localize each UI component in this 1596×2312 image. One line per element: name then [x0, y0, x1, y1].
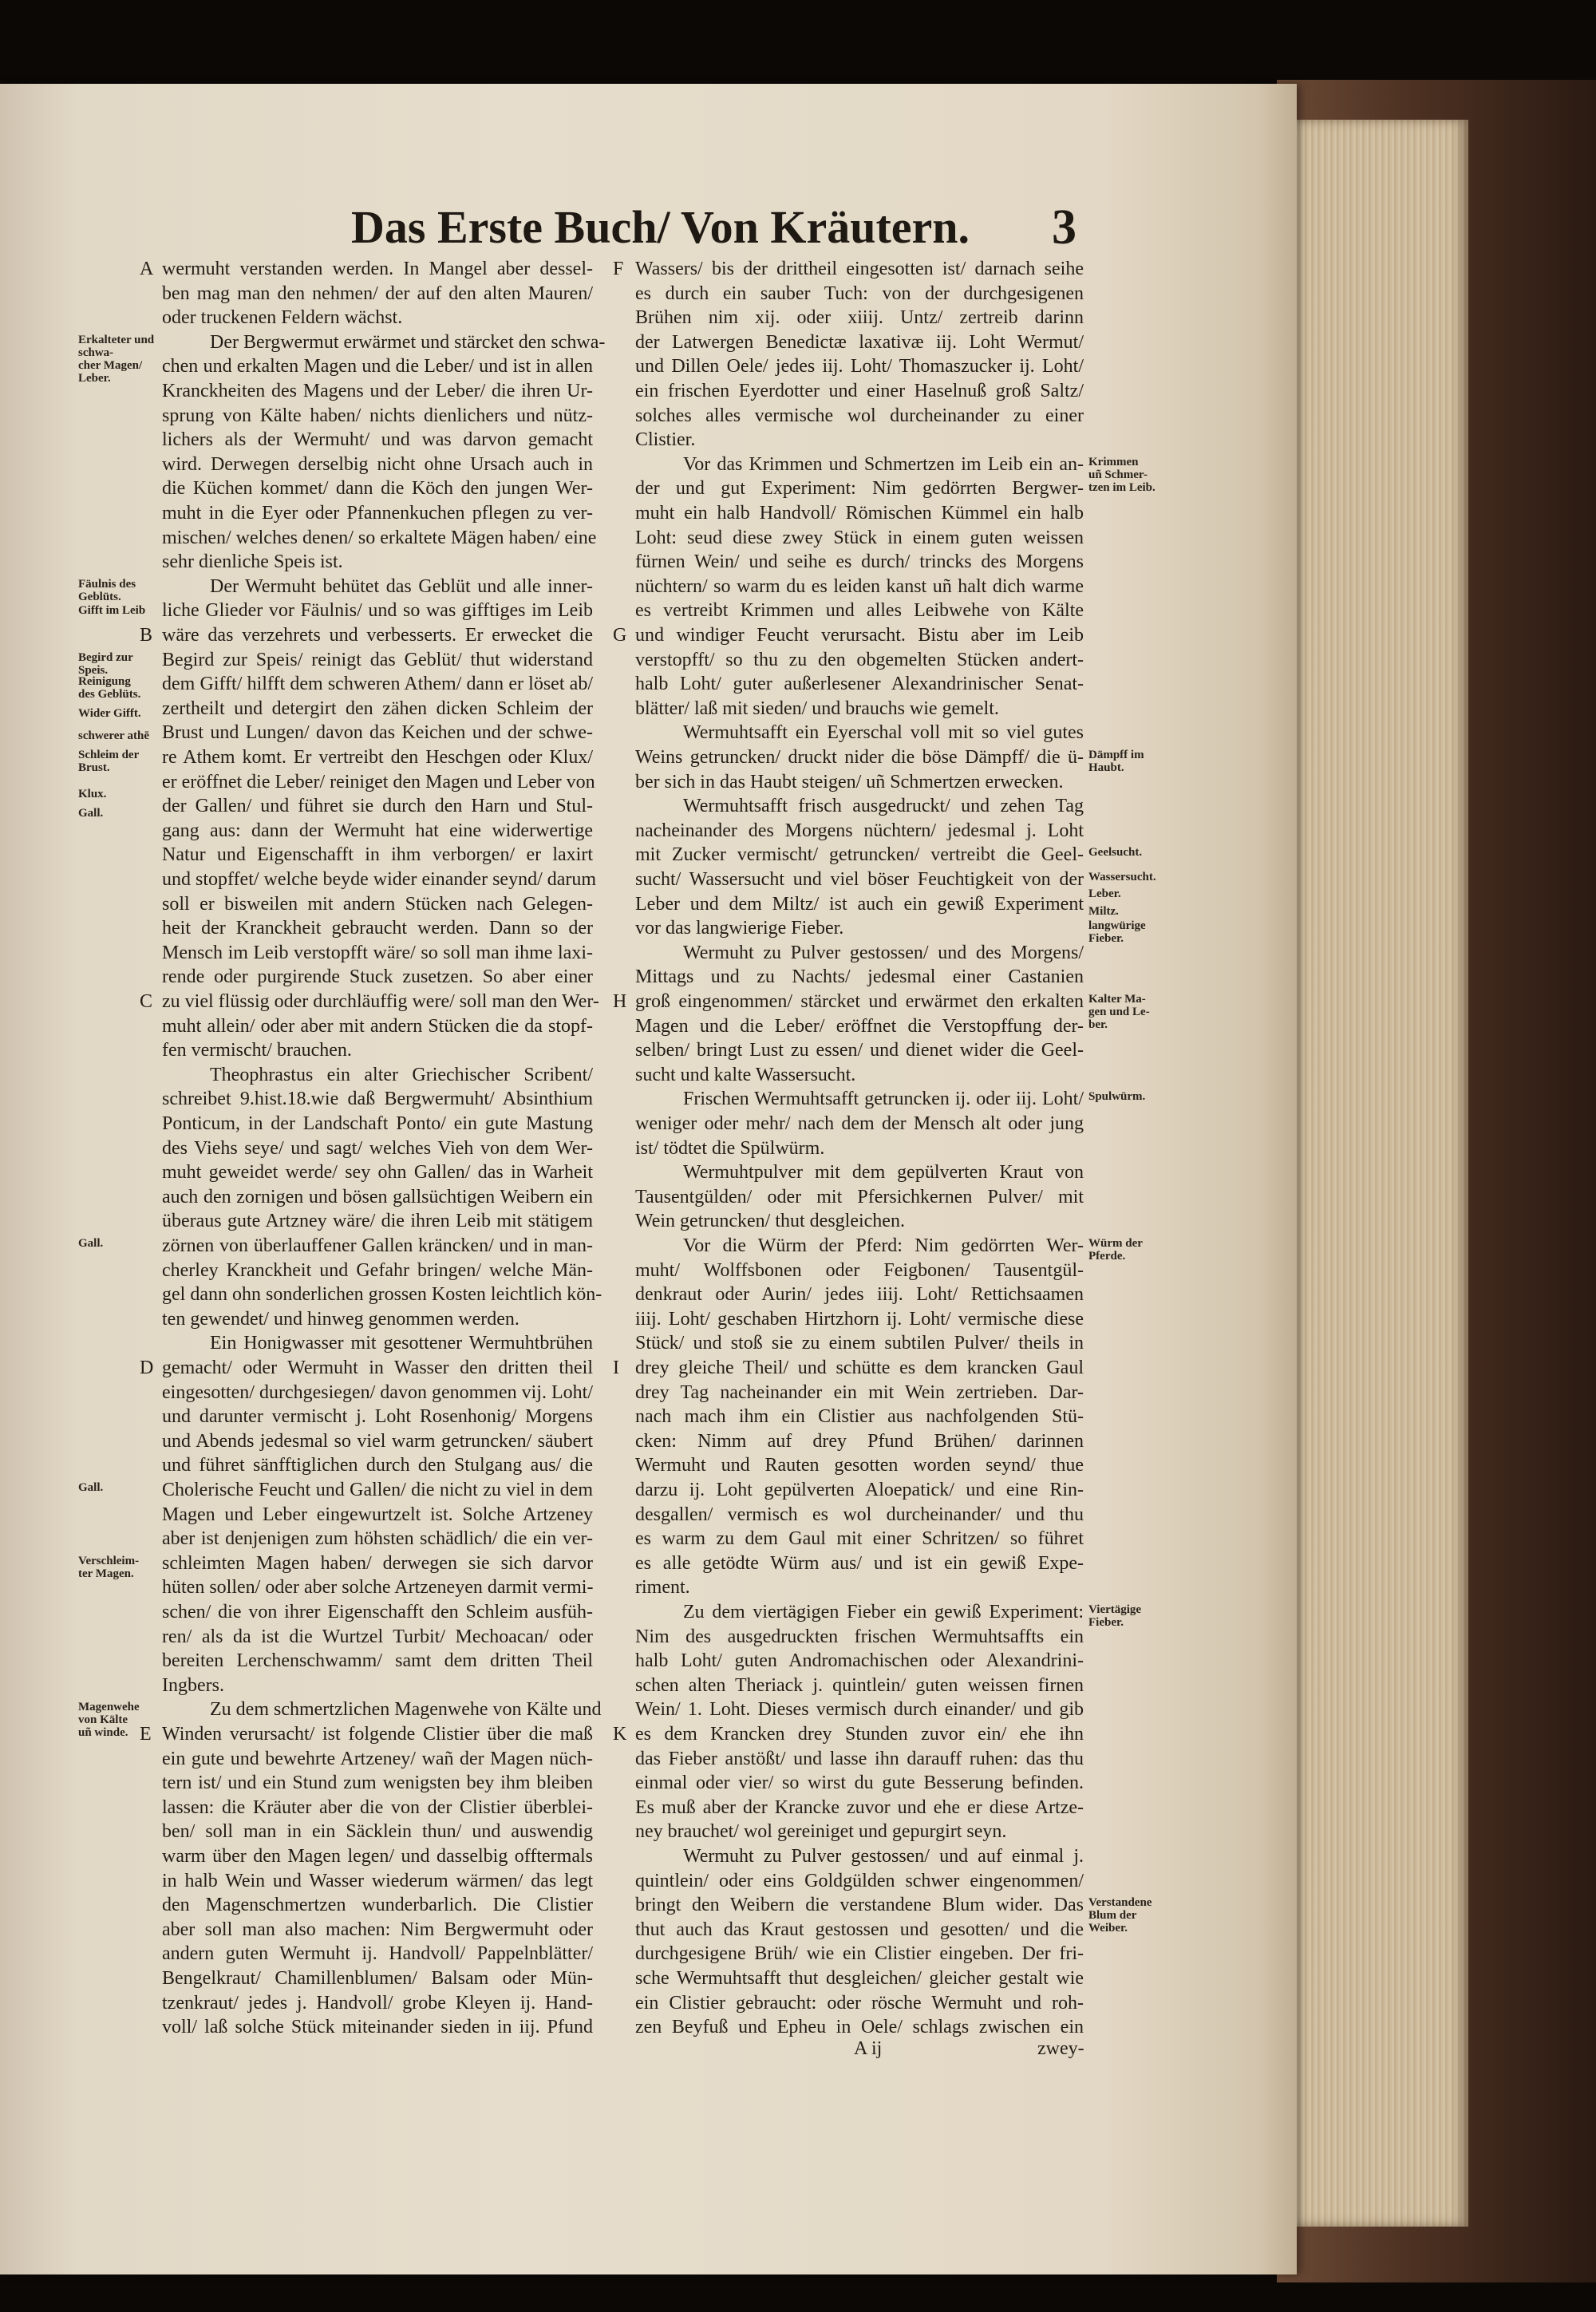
text-line: lassen: die Kräuter aber die von der Clistier überblei- [162, 1796, 593, 1818]
page-number: 3 [1052, 200, 1077, 255]
text-line: ber sich in das Haubt steigen/ uñ Schmertzen erwecken. [635, 771, 1064, 792]
text-line: bringt den Weibern die verstandene Blum wider. Das [635, 1895, 1084, 1916]
text-line: Frischen Wermuhtsafft getruncken ij. oder iij. Loht/ [683, 1089, 1084, 1110]
text-line: nüchtern/ so warm du es leiden kanst uñ halt dich warme [635, 575, 1084, 597]
text-line: darzu ij. Loht gepülverten Aloepatick/ und eine Rin- [635, 1480, 1084, 1500]
catchword: zwey- [1037, 2038, 1084, 2059]
text-line: Weins getruncken/ druckt nider die böse Dämpff/ die ü- [635, 747, 1084, 768]
text-line: es dem Krancken drey Stunden zuvor ein/ ehe ihn [635, 1724, 1084, 1745]
text-line: der Latwergen Benedictæ laxativæ iij. Loht Wermut/ [635, 331, 1084, 353]
text-line: voll/ laß solche Stück miteinander sieden in iij. Pfund [162, 2017, 593, 2038]
section-letter: H [613, 991, 627, 1012]
text-line: Wein/ 1. Loht. Dieses vermisch durch einander/ und gib [635, 1699, 1084, 1721]
text-line: sucht und kalte Wassersucht. [635, 1064, 856, 1085]
text-line: vor das langwierige Fieber. [635, 918, 844, 939]
margin-note: Begird zur Speis. [78, 650, 133, 677]
text-line: muht in die Eyer oder Pfannenkuchen pflegen zu ver- [162, 503, 593, 524]
margin-note: Verschleim- ter Magen. [78, 1554, 140, 1580]
margin-note: Wassersucht. [1088, 871, 1156, 883]
text-line: aber ist denjenigen zum höhsten schädlich/ die ein ver- [162, 1528, 593, 1550]
text-line: Cholerische Feucht und Gallen/ die nicht zu viel in dem [162, 1480, 593, 1500]
text-line: und windiger Feucht verursacht. Bistu aber im Leib [635, 625, 1084, 646]
text-line: andern guten Wermuht ij. Handvoll/ Pappelnblätter/ [162, 1943, 593, 1965]
text-line: re Athem komt. Er vertreibt den Heschgen oder Klux/ [162, 747, 593, 768]
text-line: Theophrastus ein alter Griechischer Scribent/ [210, 1064, 593, 1085]
text-line: ben/ soll man in ein Säcklein thun/ und auswendig [162, 1821, 593, 1843]
text-line: es warm zu dem Gaul mit einer Schritzen/ so führet [635, 1528, 1084, 1550]
text-line: Nim des ausgedruckten frischen Wermuhtsaffts ein [635, 1626, 1084, 1647]
text-line: verstopfft/ so thu zu den obgemelten Stücken andert- [635, 649, 1084, 670]
text-line: Zu dem schmertzlichen Magenwehe von Kälte und [210, 1699, 602, 1721]
text-line: zertheilt und detergirt den zähen dicken Schleim der [162, 698, 593, 719]
text-line: Ponticum, in der Landschaft Ponto/ ein gute Mastung [162, 1113, 593, 1134]
margin-note: Schleim der Brust. [78, 749, 140, 774]
text-line: Vor die Würm der Pferd: Nim gedörrten Wer- [683, 1235, 1084, 1256]
text-line: durchgesigene Brüh/ wie ein Clistier eingeben. Der fri- [635, 1943, 1084, 1965]
text-line: er eröffnet die Leber/ reiniget den Magen und Leber von [162, 771, 595, 792]
margin-note: Gall. [78, 807, 104, 820]
text-line: Wein getruncken/ thut desgleichen. [635, 1211, 905, 1232]
margin-note: Krimmen uñ Schmer- tzen im Leib. [1088, 455, 1156, 494]
text-line: denkraut oder Aurin/ jedes iiij. Loht/ Rettichsaamen [635, 1284, 1084, 1306]
text-line: ist/ tödtet die Spülwürm. [635, 1137, 825, 1159]
text-line: sprung von Kälte haben/ nichts dienlichers und nütz- [162, 405, 593, 426]
text-line: eingesotten/ durchgesiegen/ davon genommen vij. Loht/ [162, 1381, 593, 1403]
text-line: der Gallen/ und führet sie durch den Harn und Stul- [162, 796, 593, 817]
margin-note: Gifft im Leib [78, 604, 146, 618]
margin-note: Viertägige Fieber. [1088, 1603, 1142, 1629]
text-line: muht ein halb Handvoll/ Römischen Kümmel ein halb [635, 503, 1084, 524]
section-letter: D [140, 1358, 154, 1378]
text-line: Tausentgülden/ oder mit Pfersichkernen Pulver/ mit [635, 1186, 1084, 1207]
text-line: und darunter vermischt j. Loht Rosenhonig/ Morgens [162, 1406, 593, 1428]
text-line: ren/ als da ist die Wurtzel Turbit/ Mechoacan/ oder [162, 1626, 593, 1647]
text-line: Wermuht zu Pulver gestossen/ und auf einmal j. [683, 1846, 1084, 1867]
text-line: wäre das verzehrets und verbesserts. Er erwecket die [162, 625, 593, 646]
text-line: sehr dienliche Speis ist. [162, 551, 343, 573]
text-line: Kranckheiten des Magens und der Leber/ die ihren Ur- [162, 381, 593, 401]
text-line: in halb Wein und Wasser wiederum wärmen/ das legt [162, 1870, 593, 1891]
text-line: muht allein/ oder aber mit andern Stücken die da stopf- [162, 1015, 593, 1037]
text-line: ein Clistier gebraucht: oder rösche Wermuht und roh- [635, 1992, 1084, 2014]
text-line: Begird zur Speis/ reinigt das Geblüt/ thut widerstand [162, 649, 593, 670]
signature-mark: A ij [854, 2038, 883, 2059]
text-line: tzenkraut/ jedes j. Handvoll/ grobe Kleyen ij. Hand- [162, 1992, 593, 2014]
text-line: groß eingenommen/ stärcket und erwärmet den erkalten [635, 991, 1084, 1012]
margin-note: Klux. [78, 787, 107, 800]
text-line: zörnen von überlauffener Gallen kräncken/ und in man- [162, 1235, 593, 1256]
text-line: Wermuhtpulver mit dem gepülverten Kraut von [683, 1162, 1084, 1184]
margin-note: Dämpff im Haubt. [1088, 749, 1144, 774]
text-line: Wermuhtsafft frisch ausgedruckt/ und zehen Tag [683, 796, 1084, 817]
text-line: selben/ bringt Lust zu essen/ und dienet wider die Geel- [635, 1040, 1084, 1061]
text-line: weniger oder mehr/ nach dem der Mensch alt oder jung [635, 1113, 1084, 1134]
text-line: fürnen Wein/ und seihe es durch/ trincks des Morgens [635, 551, 1084, 573]
running-head-title: Das Erste Buch/ Von Kräutern. [351, 201, 970, 253]
text-line: schreibet 9.hist.18.wie daß Bergwermuht/ Absinthium [162, 1089, 593, 1110]
text-line: muht geweidet werde/ sey ohn Gallen/ das in Warheit [162, 1162, 593, 1184]
text-line: tern ist/ und ein Stund zum wenigsten bey ihm bleiben [162, 1773, 593, 1794]
text-line: schleimten Magen haben/ derwegen sie sich darvor [162, 1552, 593, 1574]
text-line: sche Wermuhtsafft thut desgleichen/ gleicher gestalt wie [635, 1968, 1084, 1989]
text-line: drey gleiche Theil/ und schütte es dem krancken Gaul [635, 1358, 1084, 1378]
text-line: Brust und Lungen/ davon das Keichen und der schwe- [162, 722, 593, 744]
text-line: Mittags und zu Nachts/ jedesmal einer Castanien [635, 966, 1084, 988]
section-letter: C [140, 991, 153, 1012]
text-line: thut auch das Kraut gestossen und gesotten/ und die [635, 1919, 1084, 1940]
text-line: einmal oder vier/ so wirst du gute Besserung befinden. [635, 1773, 1084, 1794]
text-line: Brühen nim xij. oder xiiij. Untz/ zertreib darinn [635, 307, 1084, 329]
text-line: ben mag man den nehmen/ der auf den alten Mauren/ [162, 283, 593, 304]
margin-note: Wider Gifft. [78, 706, 141, 720]
text-line: den Magenschmertzen wunderbarlich. Die Clistier [162, 1895, 593, 1916]
text-line: gemacht/ oder Wermuht in Wasser den dritten theil [162, 1358, 593, 1378]
text-line: ten gewendet/ und hinweg genommen werden. [162, 1308, 519, 1330]
section-letter: B [140, 625, 153, 646]
text-line: riment. [635, 1577, 690, 1599]
text-line: bereiten Lerchenschwamm/ samt dem dritten Theil [162, 1650, 593, 1672]
text-line: sucht/ Wassersucht und viel böser Feuchtigkeit von der [635, 869, 1084, 890]
text-line: Natur und Eigenschafft in ihm verborgen/ er laxirt [162, 844, 593, 866]
margin-note: Kalter Ma- gen und Le- ber. [1088, 993, 1150, 1031]
text-line: solches alles vermische wol durcheinander zu einer [635, 405, 1084, 426]
text-line: aber soll man also machen: Nim Bergwermuht oder [162, 1919, 593, 1940]
text-line: Clistier. [635, 429, 696, 451]
text-line: die Küchen kommet/ dann die Köch den jungen Wer- [162, 478, 593, 500]
text-line: Winden verursacht/ ist folgende Clistier über die maß [162, 1724, 593, 1745]
section-letter: G [613, 625, 627, 646]
text-line: gang aus: dann der Wermuht hat eine widerwertige [162, 820, 593, 841]
margin-note: Miltz. [1088, 904, 1119, 918]
text-line: zu viel flüssig oder durchläuffig were/ soll man den Wer- [162, 991, 599, 1012]
text-line: halb Loht/ guten Andromachischen oder Alexandrini- [635, 1650, 1084, 1672]
margin-note: Spulwürm. [1088, 1090, 1146, 1104]
text-line: überaus gute Artzney wäre/ die ihren Leib mit stätigem [162, 1211, 593, 1232]
text-line: chen und erkalten Magen und die Leber/ und ist in allen [162, 356, 593, 377]
text-line: wird. Derwegen derselbig nicht ohne Ursach auch in [162, 453, 593, 475]
text-line: ein frischen Eyerdotter und einer Haselnuß groß Saltz/ [635, 381, 1084, 401]
section-letter: F [613, 259, 624, 279]
text-line: Leber und dem Miltz/ ist auch ein gewiß Experiment [635, 893, 1084, 915]
text-line: dem Gifft/ hilfft dem schweren Athem/ dann er löset ab/ [162, 674, 593, 695]
text-line: blätter/ laß mit sieden/ und brauchs wie gemelt. [635, 698, 999, 719]
margin-note: langwürige Fieber. [1088, 919, 1146, 946]
margin-note: Magenwehe von Kälte uñ winde. [78, 1701, 140, 1740]
text-line: hüten sollen/ oder aber solche Artzeneyen darmit vermi- [162, 1577, 594, 1599]
text-line: Magen und die Leber/ eröffnet die Verstopffung der- [635, 1015, 1084, 1037]
text-line: es durch ein sauber Tuch: von der durchgesigenen [635, 283, 1084, 304]
text-line: schen/ die von ihrer Eigenschafft den Schleim ausfüh- [162, 1602, 593, 1622]
text-line: Wermuht zu Pulver gestossen/ und des Morgens/ [683, 942, 1084, 963]
section-letter: I [613, 1358, 619, 1378]
margin-note: Reinigung des Geblüts. [78, 675, 141, 702]
text-line: Wassers/ bis der drittheil eingesotten ist/ darnach seihe [635, 259, 1084, 279]
text-line: es vertreibt Krimmen und alles Leibwehe von Kälte [635, 600, 1084, 622]
text-line: fen vermischt/ brauchen. [162, 1040, 352, 1061]
section-letter: A [140, 259, 154, 279]
margin-note: Erkalteter und schwa- cher Magen/ Leber. [78, 333, 155, 385]
text-line: Mensch im Leib verstopfft wäre/ so soll man ihme laxi- [162, 942, 593, 963]
text-line: Stück/ und stoß sie zu einem subtilen Pulver/ theils in [635, 1333, 1084, 1354]
text-line: Der Bergwermut erwärmet und stärcket den schwa- [210, 331, 606, 353]
text-line: auch den zornigen und bösen gallsüchtigen Weibern ein [162, 1186, 593, 1207]
text-line: nach mach ihm ein Clistier aus nachfolgenden Stü- [635, 1406, 1084, 1428]
text-line: rende oder purgirende Stuck zusetzen. So aber einer [162, 966, 593, 988]
margin-note: Geelsucht. [1088, 846, 1143, 860]
text-line: ney brauchet/ wol gereiniget und gepurgirt seyn. [635, 1821, 1007, 1843]
text-line: mit Zucker vermischt/ getruncken/ vertreibt die Geel- [635, 844, 1084, 866]
text-line: Es muß aber der Krancke zuvor und ehe er diese Artze- [635, 1796, 1084, 1818]
text-line: cherley Kranckheit und Gefahr bringen/ welche Män- [162, 1259, 593, 1281]
text-line: das Fieber anstößt/ und lasse ihn darauff ruhen: das thu [635, 1748, 1084, 1769]
text-line: desgallen/ vermisch es wol durcheinander/ und thu [635, 1504, 1084, 1525]
text-line: Bengelkraut/ Chamillenblumen/ Balsam oder Mün- [162, 1968, 593, 1989]
text-line: und stopffet/ welche beyde wider einander seynd/ darum [162, 869, 597, 890]
text-line: es alle getödte Würm aus/ und ist ein gewiß Expe- [635, 1552, 1084, 1574]
section-letter: K [613, 1724, 627, 1745]
margin-note: Verstandene Blum der Weiber. [1088, 1896, 1152, 1935]
margin-note: Würm der Pferde. [1088, 1237, 1143, 1263]
text-line: schen alten Theriack j. quintlein/ guten weissen firnen [635, 1674, 1084, 1696]
text-line: und Abends jedesmal so viel warm getruncken/ säubert [162, 1430, 593, 1452]
text-line: des Viehs seye/ und sagt/ welches Vieh von dem Wer- [162, 1137, 593, 1159]
text-line: Wermuhtsafft ein Eyerschal voll mit so viel gutes [683, 722, 1084, 744]
text-line: iiij. Loht/ geschaben Hirtzhorn ij. Loht/ vermische diese [635, 1308, 1084, 1330]
text-line: Wermuht und Rauten gesotten worden seynd/ thue [635, 1455, 1084, 1476]
text-line: ein gute und bewehrte Artzeney/ wañ der Magen nüch- [162, 1748, 593, 1769]
text-line: mischen/ welches denen/ so erkaltete Mägen haben/ eine [162, 527, 597, 548]
margin-note: Leber. [1088, 887, 1121, 901]
margin-note: Fäulnis des Geblüts. [78, 577, 136, 603]
text-line: lichers als der Wermuht/ und was darvon gemacht [162, 429, 593, 451]
text-line: und Dillen Oele/ jedes iij. Loht/ Thomaszucker ij. Loht/ [635, 356, 1084, 377]
text-line: zen Beyfuß und Epheu in Oele/ schlags zwischen ein [635, 2017, 1084, 2038]
text-line: Vor das Krimmen und Schmertzen im Leib ein an- [683, 453, 1084, 475]
text-line: drey Tag nacheinander ein mit Wein zertrieben. Dar- [635, 1381, 1084, 1403]
text-line: Ingbers. [162, 1674, 224, 1696]
text-line: nacheinander des Morgens nüchtern/ jedesmal j. Loht [635, 820, 1084, 841]
text-line: liche Glieder vor Fäulnis/ und so was gifftiges im Leib [162, 600, 593, 622]
text-line: warm über den Magen legen/ und dasselbig offtermals [162, 1846, 593, 1867]
section-letter: E [140, 1724, 152, 1745]
text-line: halb Loht/ guter außerlesener Alexandrinischer Senat- [635, 674, 1084, 695]
text-line: Ein Honigwasser mit gesottener Wermuhtbrühen [210, 1333, 593, 1354]
page-fore-edge [1289, 120, 1468, 2227]
text-line: oder truckenen Feldern wächst. [162, 307, 403, 329]
text-line: heit der Kranckheit gebraucht werden. Dann so der [162, 918, 593, 939]
text-line: wermuht verstanden werden. In Mangel aber dessel- [162, 259, 593, 279]
text-line: Zu dem viertägigen Fieber ein gewiß Experiment: [683, 1602, 1084, 1622]
text-line: soll er bisweilen mit andern Stücken nach Gelegen- [162, 893, 593, 915]
text-line: Loht: seud diese zwey Stück in einem guten weissen [635, 527, 1084, 548]
text-line: cken: Nimm auf drey Pfund Brühen/ darinnen [635, 1430, 1084, 1452]
text-line: und führet sänfftiglichen durch den Stulgang aus/ die [162, 1455, 593, 1476]
text-line: quintlein/ oder eins Goldgülden schwer eingenommen/ [635, 1870, 1084, 1891]
margin-note: schwerer athē [78, 729, 150, 742]
text-line: gel dann ohn sonderlichen grossen Kosten leichtlich kön- [162, 1284, 602, 1306]
text-line: Magen und Leber eingewurtzelt ist. Solche Artzeney [162, 1504, 593, 1525]
text-line: der und gut Experiment: Nim gedörrten Bergwer- [635, 478, 1084, 500]
margin-note: Gall. [78, 1237, 104, 1250]
text-line: muht/ Wolffsbonen oder Feigbonen/ Tausentgül- [635, 1259, 1084, 1281]
text-line: Der Wermuht behütet das Geblüt und alle inner- [210, 575, 593, 597]
margin-note: Gall. [78, 1481, 104, 1494]
